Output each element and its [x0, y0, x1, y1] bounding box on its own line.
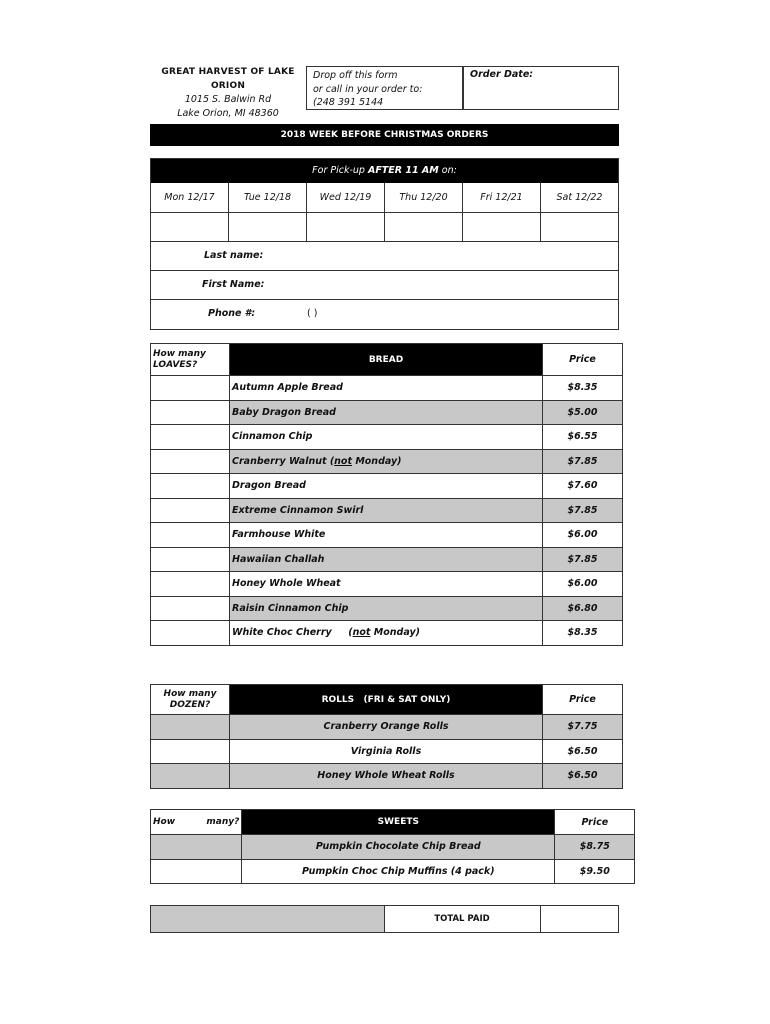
day-label: Thu 12/20: [385, 183, 462, 213]
drop-off-instructions: [313, 69, 463, 110]
drop-phone: (248 391 5144: [313, 97, 384, 108]
order-date-label: Order Date:: [470, 69, 534, 80]
item-name: Virginia Rolls: [230, 739, 543, 764]
item-name: Honey Whole Wheat Rolls: [230, 764, 543, 789]
divider: [462, 67, 464, 109]
item-name: [230, 621, 543, 646]
rolls-price-header: Price: [543, 685, 623, 715]
qty-input[interactable]: [151, 739, 230, 764]
table-row: [151, 572, 623, 597]
item-price: $8.35: [543, 621, 623, 646]
qty-header-line2: DOZEN?: [169, 699, 211, 710]
total-shaded-area: [151, 906, 385, 932]
table-row: [151, 835, 635, 860]
item-price: $6.50: [543, 739, 623, 764]
table-row: [151, 400, 623, 425]
table-row: [151, 859, 635, 884]
item-name: Raisin Cinnamon Chip: [230, 596, 543, 621]
last-name-field[interactable]: [151, 241, 618, 271]
item-price: $8.75: [555, 835, 635, 860]
item-price: $6.80: [543, 596, 623, 621]
pickup-day-fri[interactable]: [463, 183, 541, 241]
item-name: Extreme Cinnamon Swirl: [230, 498, 543, 523]
qty-input[interactable]: [151, 400, 230, 425]
bread-qty-header: [151, 344, 230, 376]
item-name-post: Monday): [370, 627, 420, 639]
bread-price-header: Price: [543, 344, 623, 376]
table-row: [151, 596, 623, 621]
pickup-day-sat[interactable]: [541, 183, 618, 241]
phone-area-code: ( ): [307, 308, 318, 319]
qty-input[interactable]: [151, 715, 230, 740]
item-price: $5.00: [543, 400, 623, 425]
table-row: [151, 523, 623, 548]
table-row: [151, 739, 623, 764]
pickup-day-thu[interactable]: [385, 183, 463, 241]
qty-header-line2: LOAVES?: [153, 359, 198, 370]
contact-order-date-box: [306, 66, 619, 110]
sweets-price-header: Price: [555, 810, 635, 835]
item-price: $7.85: [543, 449, 623, 474]
sweets-table: [150, 809, 635, 884]
item-name: Hawaiian Challah: [230, 547, 543, 572]
item-name-post: Monday): [352, 455, 402, 467]
item-name: Honey Whole Wheat: [230, 572, 543, 597]
pickup-suffix: on:: [438, 165, 457, 176]
sweets-qty-header: How many?: [151, 810, 242, 835]
qty-input[interactable]: [151, 449, 230, 474]
table-row: [151, 715, 623, 740]
pickup-time: AFTER 11 AM: [367, 165, 439, 176]
store-address-line2: Lake Orion, MI 48360: [177, 107, 279, 119]
sweets-title: SWEETS: [242, 810, 555, 835]
table-row: [151, 498, 623, 523]
qty-input[interactable]: [151, 572, 230, 597]
item-name: Autumn Apple Bread: [230, 376, 543, 401]
phone-field[interactable]: [151, 299, 618, 329]
item-price: $7.85: [543, 498, 623, 523]
table-row: [151, 474, 623, 499]
rolls-table: [150, 684, 623, 789]
pickup-header: [151, 159, 618, 183]
item-price: $6.00: [543, 572, 623, 597]
qty-header-line1: How many: [153, 348, 206, 359]
form-title-banner: 2018 WEEK BEFORE CHRISTMAS ORDERS: [150, 124, 619, 146]
item-name-pre: White Choc Cherry (: [232, 627, 353, 639]
qty-input[interactable]: [151, 596, 230, 621]
last-name-label: Last name:: [204, 250, 264, 261]
rolls-title: ROLLS (FRI & SAT ONLY): [230, 685, 543, 715]
bread-title: BREAD: [230, 344, 543, 376]
qty-input[interactable]: [151, 835, 242, 860]
qty-input[interactable]: [151, 859, 242, 884]
table-row: [151, 547, 623, 572]
item-name: [230, 449, 543, 474]
item-name-underline: not: [334, 455, 353, 467]
drop-line-1: Drop off this form: [313, 70, 398, 81]
pickup-section: [150, 158, 619, 330]
qty-input[interactable]: [151, 523, 230, 548]
qty-input[interactable]: [151, 425, 230, 450]
item-price: $8.35: [543, 376, 623, 401]
qty-input[interactable]: [151, 764, 230, 789]
item-price: $7.60: [543, 474, 623, 499]
store-name: GREAT HARVEST OF LAKE ORION: [161, 67, 295, 91]
store-address-line1: 1015 S. Balwin Rd: [184, 94, 272, 105]
pickup-day-wed[interactable]: [307, 183, 385, 241]
item-price: $7.85: [543, 547, 623, 572]
item-name: Pumpkin Choc Chip Muffins (4 pack): [242, 859, 555, 884]
first-name-label: First Name:: [202, 279, 265, 290]
qty-header-line1: How many: [163, 688, 217, 699]
qty-input[interactable]: [151, 474, 230, 499]
item-price: $6.55: [543, 425, 623, 450]
pickup-prefix: For Pick-up: [312, 165, 368, 176]
item-name: Dragon Bread: [230, 474, 543, 499]
bread-table: [150, 343, 623, 646]
item-name: Cinnamon Chip: [230, 425, 543, 450]
qty-input[interactable]: [151, 547, 230, 572]
item-name-underline: not: [352, 627, 371, 639]
item-price: $6.50: [543, 764, 623, 789]
pickup-day-tue[interactable]: [229, 183, 307, 241]
store-info: [152, 66, 304, 120]
qty-input[interactable]: [151, 621, 230, 646]
pickup-day-grid: [151, 183, 618, 241]
day-label: Fri 12/21: [463, 183, 540, 213]
day-label: Wed 12/19: [307, 183, 384, 213]
rolls-qty-header: [151, 685, 230, 715]
total-paid-label: TOTAL PAID: [384, 906, 541, 932]
item-price: $9.50: [555, 859, 635, 884]
item-name: Cranberry Orange Rolls: [230, 715, 543, 740]
table-row: [151, 376, 623, 401]
item-name: Pumpkin Chocolate Chip Bread: [242, 835, 555, 860]
total-paid-row: [150, 905, 619, 933]
item-name: Farmhouse White: [230, 523, 543, 548]
item-name-pre: Cranberry Walnut (: [232, 455, 335, 467]
day-label: Tue 12/18: [229, 183, 306, 213]
table-row: [151, 449, 623, 474]
item-price: $7.75: [543, 715, 623, 740]
table-row: [151, 425, 623, 450]
day-label: Sat 12/22: [541, 183, 618, 213]
item-name: Baby Dragon Bread: [230, 400, 543, 425]
phone-label: Phone #:: [208, 308, 256, 319]
pickup-day-mon[interactable]: [151, 183, 229, 241]
qty-input[interactable]: [151, 376, 230, 401]
item-price: $6.00: [543, 523, 623, 548]
table-row: [151, 621, 623, 646]
qty-input[interactable]: [151, 498, 230, 523]
table-row: [151, 764, 623, 789]
day-label: Mon 12/17: [151, 183, 228, 213]
drop-line-2: or call in your order to:: [313, 83, 423, 95]
first-name-field[interactable]: [151, 270, 618, 300]
